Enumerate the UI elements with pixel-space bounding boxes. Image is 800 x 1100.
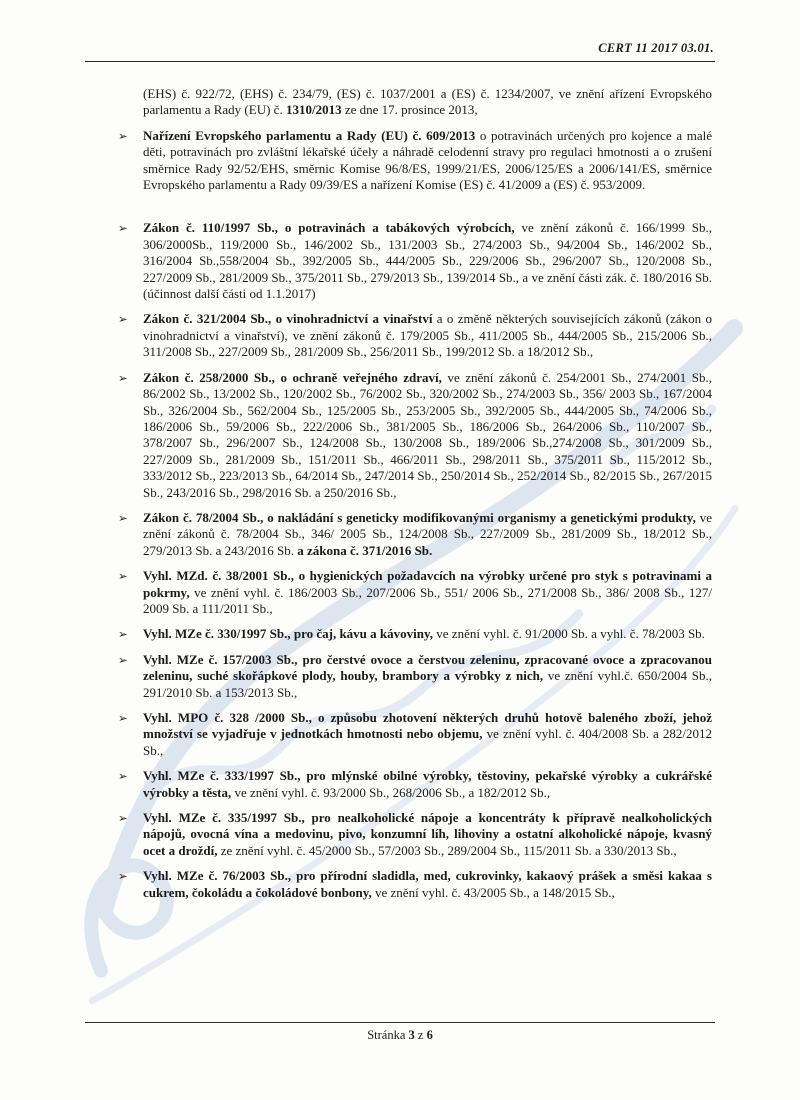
law-title-segment: 1310/2013 xyxy=(285,102,342,118)
law-item xyxy=(118,370,712,501)
footer-total-pages: 6 xyxy=(426,1028,433,1042)
document-code: CERT 11 2017 03.01. xyxy=(598,41,714,55)
law-item-text xyxy=(143,311,712,360)
bullet-arrow-icon: ➢ xyxy=(118,370,128,385)
law-item xyxy=(118,86,712,119)
footer-separator: z xyxy=(414,1028,427,1042)
law-item-text xyxy=(143,810,712,859)
law-title-segment: a zákona č. 371/2016 Sb. xyxy=(297,542,433,558)
bullet-arrow-icon: ➢ xyxy=(118,627,128,642)
law-item-text xyxy=(143,370,712,501)
law-item xyxy=(118,220,712,302)
law-title-segment: Vyhl. MZd. č. 38/2001 Sb., o hygienických požadavcích na výrobky určené pro styk s potravinami a pokrmy, xyxy=(143,568,712,600)
law-item-text xyxy=(143,868,712,901)
law-item-text xyxy=(143,626,712,642)
law-item xyxy=(118,810,712,859)
bullet-arrow-icon: ➢ xyxy=(118,652,128,667)
bullet-arrow-icon: ➢ xyxy=(118,312,128,327)
law-title-segment: Zákon č. 110/1997 Sb., o potravinách a tabákových výrobcích, xyxy=(143,220,515,236)
law-amendments-segment: ve znění zákonů č. 254/2001 Sb., 274/2001 Sb., 86/2002 Sb., 13/2002 Sb., 120/2002 Sb., 76/2002 Sb., 320/2002 Sb., 274/2003 Sb., 356/ 2003 Sb., 167/2004 Sb., 326/2004 Sb., 562/2004 Sb., 125/2005 Sb., 253/2005 Sb., 392/2005 Sb., 444/2005 Sb., 74/2006 Sb., 186/2006 Sb., 59/2006 Sb., 222/2006 Sb., 381/2005 Sb., 186/2006 Sb., 264/2006 Sb., 110/2007 Sb., 378/2007 Sb., 296/2007 Sb., 124/2008 Sb., 130/2008 Sb., 189/2006 Sb.,274/2008 Sb., 301/2009 Sb., 227/2009 Sb., 281/2009 Sb., 151/2011 Sb., 466/2011 Sb., 298/2011 Sb., 375/2011 Sb., 115/2012 Sb., 333/2012 Sb., 223/2013 Sb., 64/2014 Sb., 247/2014 Sb., 250/2014 Sb., 252/2014 Sb., 82/2015 Sb., 267/2015 Sb., 243/2016 Sb., 298/2016 Sb. a 250/2016 Sb., xyxy=(143,369,712,500)
bullet-arrow-icon: ➢ xyxy=(118,769,128,784)
law-title-segment: Zákon č. 78/2004 Sb., o nakládání s geneticky modifikovanými organismy a genetickými produkty, xyxy=(143,509,696,525)
bullet-arrow-icon: ➢ xyxy=(118,128,128,143)
law-item xyxy=(118,710,712,759)
law-item xyxy=(118,510,712,559)
law-amendments-segment: ve znění vyhl. č. 43/2005 Sb., a 148/2015 Sb., xyxy=(371,884,615,900)
law-item-text xyxy=(143,128,712,194)
law-title-segment: Vyhl. MZe č. 335/1997 Sb., pro nealkoholické nápoje a koncentráty k přípravě nealkoholických nápojů, ovocná vína a medovinu, pivo, konzumní líh, lihoviny a ostatní alkoholické nápoje, kvasný ocet a droždí, xyxy=(143,810,712,858)
law-item-text xyxy=(143,768,712,801)
law-item-text xyxy=(143,220,712,302)
bullet-arrow-icon: ➢ xyxy=(118,869,128,884)
law-amendments-segment: ve znění vyhl. č. 186/2003 Sb., 207/2006 Sb., 551/ 2006 Sb., 271/2008 Sb., 386/ 2008 Sb., 127/ 2009 Sb. a 111/2011 Sb., xyxy=(143,584,712,616)
law-item-text xyxy=(143,568,712,617)
bullet-arrow-icon: ➢ xyxy=(118,711,128,725)
law-amendments-segment: ve znění vyhl.č. 650/2004 Sb., 291/2010 Sb. a 153/2013 Sb., xyxy=(143,668,712,700)
law-title-segment: Vyhl. MZe č. 333/1997 Sb., pro mlýnské obilné výrobky, těstoviny, pekařské výrobky a cukrářské výrobky a těsta, xyxy=(143,768,712,800)
law-item-text xyxy=(143,510,712,559)
law-amendments-segment: ze dne 17. prosince 2013, xyxy=(341,102,478,118)
law-amendments-segment: (EHS) č. 922/72, (EHS) č. 234/79, (ES) č. 1037/2001 a (ES) č. 1234/2007, ve znění ařízení Evropského parlamentu a Rady (EU) č. xyxy=(143,86,712,118)
law-title-segment: Nařízení Evropského parlamentu a Rady (EU) č. 609/2013 xyxy=(143,127,476,143)
law-item xyxy=(118,568,712,617)
law-amendments-segment: ve znění zákonů č. 166/1999 Sb., 306/2000Sb., 119/2000 Sb., 146/2002 Sb., 131/2003 Sb., 274/2003 Sb., 94/2004 Sb., 146/2002 Sb., 316/2004 Sb.,558/2004 Sb., 392/2005 Sb., 444/2005 Sb., 229/2006 Sb., 296/2007 Sb., 120/2008 Sb., 227/2009 Sb., 281/2009 Sb., 375/2011 Sb., 279/2013 Sb., 139/2014 Sb., a ve znění části zák. č. 180/2016 Sb. (účinnost další části od 1.1.2017) xyxy=(143,220,712,302)
header-divider xyxy=(85,61,715,62)
law-amendments-segment: ve znění vyhl. č. 404/2008 Sb. a 282/2012 Sb., xyxy=(143,726,713,758)
footer-divider xyxy=(85,1022,715,1023)
law-item xyxy=(118,626,712,642)
law-item xyxy=(118,768,712,801)
law-item-text xyxy=(143,86,712,119)
law-item xyxy=(118,128,712,194)
law-amendments-segment: ve znění zákonů č. 78/2004 Sb., 346/ 2005 Sb., 124/2008 Sb., 227/2009 Sb., 281/2009 Sb., 18/2012 Sb., 279/2013 Sb. a 243/2016 Sb. xyxy=(143,509,712,558)
page-footer xyxy=(0,1028,800,1043)
law-title-segment: Vyhl. MPO č. 328 /2000 Sb., o způsobu zhotovení některých druhů hotově baleného zboží, jehož množství se vyjadřuje v jednotkách hmotnosti nebo objemu, xyxy=(143,710,712,742)
law-amendments-segment: ve znění vyhl. č. 93/2000 Sb., 268/2006 Sb., a 182/2012 Sb., xyxy=(231,784,551,800)
law-item-text xyxy=(143,710,712,759)
footer-prefix: Stránka xyxy=(367,1028,409,1042)
law-title-segment: Zákon č. 321/2004 Sb., o vinohradnictví a vinařství xyxy=(143,311,433,327)
bullet-arrow-icon: ➢ xyxy=(118,811,128,826)
bullet-arrow-icon: ➢ xyxy=(118,510,128,525)
bullet-arrow-icon: ➢ xyxy=(118,569,128,584)
law-amendments-segment: ze znění vyhl. č. 45/2000 Sb., 57/2003 Sb., 289/2004 Sb., 115/2011 Sb. a 330/2013 Sb., xyxy=(217,842,677,858)
footer-page-number: 3 xyxy=(408,1028,415,1042)
law-title-segment: Zákon č. 258/2000 Sb., o ochraně veřejného zdraví, xyxy=(143,369,442,385)
law-list xyxy=(118,86,712,910)
law-item xyxy=(118,311,712,360)
law-item xyxy=(118,652,712,701)
law-item xyxy=(118,868,712,901)
law-amendments-segment: o potravinách určených pro kojence a malé děti, potravinách pro zvláštní lékařské účely a náhradě celodenní stravy pro regulaci hmotnosti a o zrušení směrnice Rady 92/52/EHS, směrnic Komise 96/8/ES, 1999/21/ES, 2006/125/ES a 2006/141/ES, směrnice Evropského parlamentu a Rady 09/39/ES a nařízení Komise (ES) č. 41/2009 a (ES) č. 953/2009. xyxy=(143,127,712,193)
law-amendments-segment: ve znění vyhl. č. 91/2000 Sb. a vyhl. č. 78/2003 Sb. xyxy=(433,626,705,642)
law-title-segment: Vyhl. MZe č. 157/2003 Sb., pro čerstvé ovoce a čerstvou zeleninu, zpracované ovoce a zpracovanou zeleninu, suché skořápkové plody, houby, brambory a výrobky z nich, xyxy=(143,651,712,684)
law-title-segment: Vyhl. MZe č. 76/2003 Sb., pro přírodní sladidla, med, cukrovinky, kakaový prášek a směsi kakaa s cukrem, čokoládu a čokoládové bonbony, xyxy=(143,868,712,900)
bullet-arrow-icon: ➢ xyxy=(118,221,128,236)
law-title-segment: Vyhl. MZe č. 330/1997 Sb., pro čaj, kávu a kávoviny, xyxy=(143,626,434,642)
law-amendments-segment: a o změně některých souvisejících zákonů (zákon o vinohradnictví a vinařství), ve znění zákonů č. 179/2005 Sb., 411/2005 Sb., 444/2005 Sb., 215/2006 Sb., 311/2008 Sb., 227/2009 Sb., 281/2009 Sb., 256/2011 Sb., 199/2012 Sb. a 18/2012 Sb., xyxy=(143,311,712,360)
law-item-text xyxy=(143,652,712,701)
